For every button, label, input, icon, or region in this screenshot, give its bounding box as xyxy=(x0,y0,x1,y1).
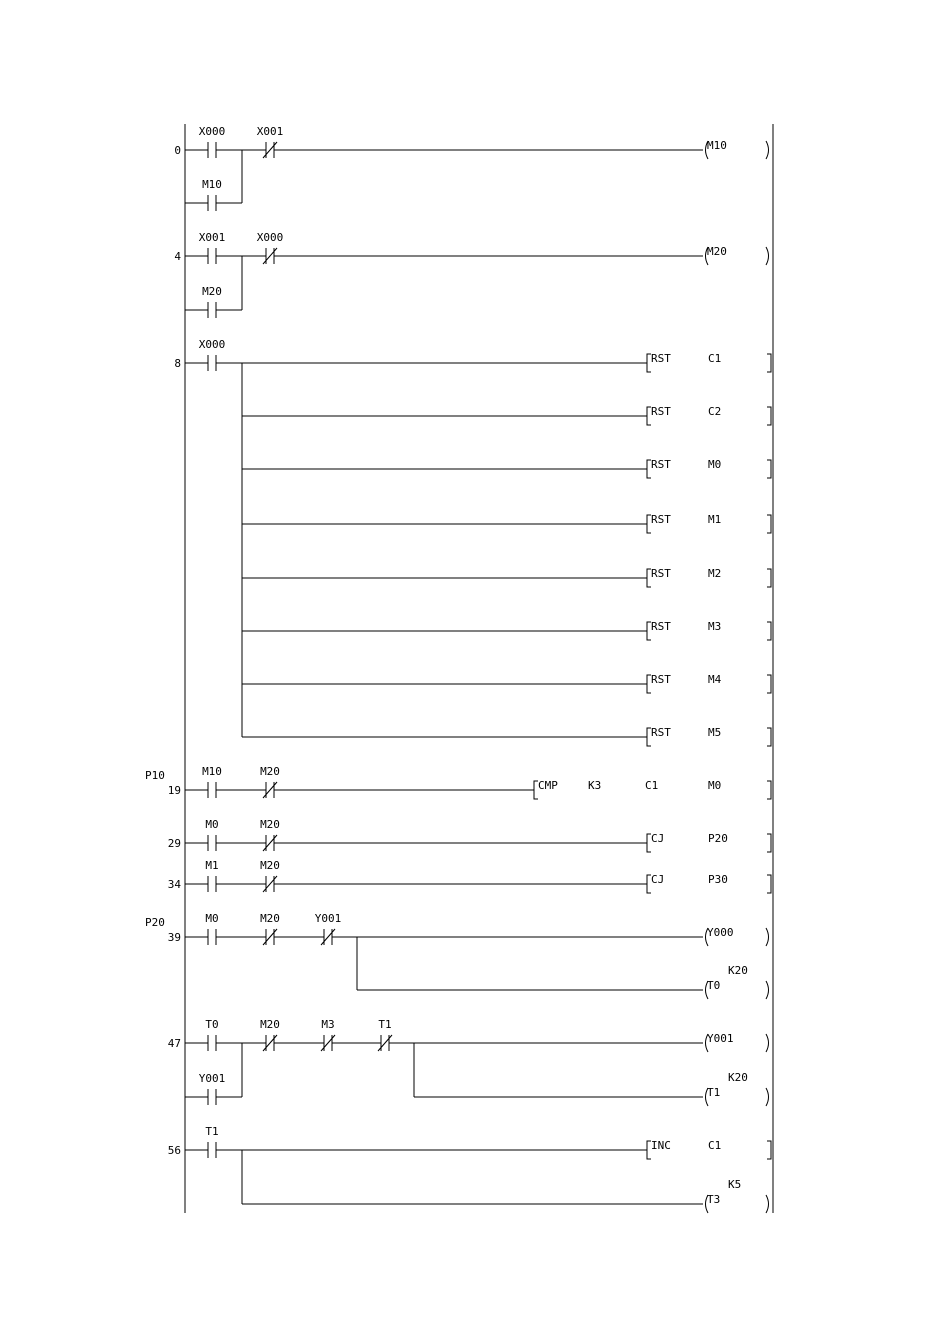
instruction-op: RST xyxy=(651,513,671,526)
instruction-op: RST xyxy=(651,620,671,633)
step-number: 0 xyxy=(174,144,181,157)
step-number: 47 xyxy=(167,1037,181,1050)
output-coil xyxy=(706,1032,769,1052)
instruction-arg: C1 xyxy=(645,779,659,792)
rung-29 xyxy=(168,818,771,852)
step-number: 29 xyxy=(167,837,181,850)
contact-label: M10 xyxy=(202,178,222,191)
instruction-arg: C1 xyxy=(708,1139,722,1152)
coil-label: M10 xyxy=(707,139,727,152)
timer-constant: K20 xyxy=(728,964,748,977)
rung-47 xyxy=(168,1018,769,1106)
rung-56 xyxy=(168,1125,771,1213)
coil-right xyxy=(766,1088,769,1106)
contact-label: T0 xyxy=(205,1018,219,1031)
contact-label: T1 xyxy=(378,1018,392,1031)
step-number: 56 xyxy=(167,1144,181,1157)
bracket-right xyxy=(767,407,771,425)
bracket-right xyxy=(767,728,771,746)
rung-8 xyxy=(174,338,771,746)
instruction-arg: C1 xyxy=(708,352,722,365)
instruction-op: CMP xyxy=(538,779,558,792)
coil-label: T1 xyxy=(707,1086,721,1099)
instruction-op: CJ xyxy=(651,832,665,845)
output-coil xyxy=(706,964,769,999)
contact-label: M20 xyxy=(260,818,280,831)
instruction-arg: M2 xyxy=(708,567,722,580)
contact-label: M0 xyxy=(205,912,219,925)
instruction-op: RST xyxy=(651,726,671,739)
contact-label: M10 xyxy=(202,765,222,778)
instruction-block xyxy=(647,673,771,693)
coil-right xyxy=(766,928,769,946)
timer-constant: K5 xyxy=(728,1178,742,1191)
output-coil xyxy=(706,139,769,159)
instruction-arg: M1 xyxy=(708,513,722,526)
contact-label: M0 xyxy=(205,818,219,831)
contact-label: X000 xyxy=(256,231,284,244)
bracket-right xyxy=(767,354,771,372)
pointer-label: P10 xyxy=(145,769,165,782)
instruction-arg: M5 xyxy=(708,726,722,739)
pointer-label: P20 xyxy=(145,916,165,929)
rung-19 xyxy=(145,765,771,799)
coil-right xyxy=(766,247,769,265)
contact-label: Y001 xyxy=(314,912,342,925)
instruction-op: CJ xyxy=(651,873,665,886)
instruction-block xyxy=(647,567,771,587)
instruction-block xyxy=(647,458,771,478)
contact-label: M3 xyxy=(321,1018,335,1031)
instruction-arg: M3 xyxy=(708,620,722,633)
output-coil xyxy=(706,1178,769,1213)
coil-right xyxy=(766,1195,769,1213)
instruction-op: RST xyxy=(651,352,671,365)
contact-label: M20 xyxy=(260,1018,280,1031)
instruction-block xyxy=(534,779,771,799)
contact-label: X000 xyxy=(198,338,226,351)
instruction-block xyxy=(647,620,771,640)
bracket-right xyxy=(767,834,771,852)
instruction-block xyxy=(647,726,771,746)
instruction-arg: P30 xyxy=(708,873,728,886)
instruction-block xyxy=(647,405,771,425)
contact-label: T1 xyxy=(205,1125,219,1138)
bracket-right xyxy=(767,460,771,478)
instruction-block xyxy=(647,352,771,372)
instruction-op: RST xyxy=(651,405,671,418)
instruction-arg: M0 xyxy=(708,779,722,792)
instruction-block xyxy=(647,513,771,533)
timer-constant: K20 xyxy=(728,1071,748,1084)
coil-right xyxy=(766,1034,769,1052)
bracket-right xyxy=(767,622,771,640)
contact-label: M20 xyxy=(202,285,222,298)
contact-label: X000 xyxy=(198,125,226,138)
rungs-layer xyxy=(145,125,771,1213)
contact-label: X001 xyxy=(198,231,226,244)
contact-label: M1 xyxy=(205,859,219,872)
bracket-right xyxy=(767,781,771,799)
instruction-arg: M0 xyxy=(708,458,722,471)
instruction-arg: P20 xyxy=(708,832,728,845)
step-number: 4 xyxy=(174,250,181,263)
rung-39 xyxy=(145,912,769,999)
output-coil xyxy=(706,1071,769,1106)
contact-label: Y001 xyxy=(198,1072,226,1085)
coil-right xyxy=(766,981,769,999)
rung-0 xyxy=(174,125,768,211)
bracket-right xyxy=(767,515,771,533)
output-coil xyxy=(706,245,769,265)
coil-label: Y000 xyxy=(707,926,734,939)
instruction-op: RST xyxy=(651,567,671,580)
rung-4 xyxy=(174,231,768,318)
instruction-block xyxy=(647,873,771,893)
coil-label: Y001 xyxy=(707,1032,734,1045)
coil-label: T3 xyxy=(707,1193,721,1206)
contact-label: M20 xyxy=(260,765,280,778)
instruction-block xyxy=(647,1139,771,1159)
contact-label: X001 xyxy=(256,125,284,138)
coil-right xyxy=(766,141,769,159)
bracket-right xyxy=(767,675,771,693)
instruction-arg: K3 xyxy=(588,779,602,792)
instruction-op: RST xyxy=(651,458,671,471)
step-number: 19 xyxy=(167,784,181,797)
bracket-right xyxy=(767,875,771,893)
output-coil xyxy=(706,926,769,946)
instruction-op: RST xyxy=(651,673,671,686)
coil-label: M20 xyxy=(707,245,727,258)
bracket-right xyxy=(767,1141,771,1159)
rung-34 xyxy=(168,859,771,893)
step-number: 8 xyxy=(174,357,181,370)
instruction-arg: M4 xyxy=(708,673,722,686)
instruction-op: INC xyxy=(651,1139,671,1152)
bracket-right xyxy=(767,569,771,587)
instruction-arg: C2 xyxy=(708,405,722,418)
contact-label: M20 xyxy=(260,912,280,925)
contact-label: M20 xyxy=(260,859,280,872)
coil-label: T0 xyxy=(707,979,721,992)
instruction-block xyxy=(647,832,771,852)
step-number: 34 xyxy=(167,878,181,891)
step-number: 39 xyxy=(167,931,181,944)
